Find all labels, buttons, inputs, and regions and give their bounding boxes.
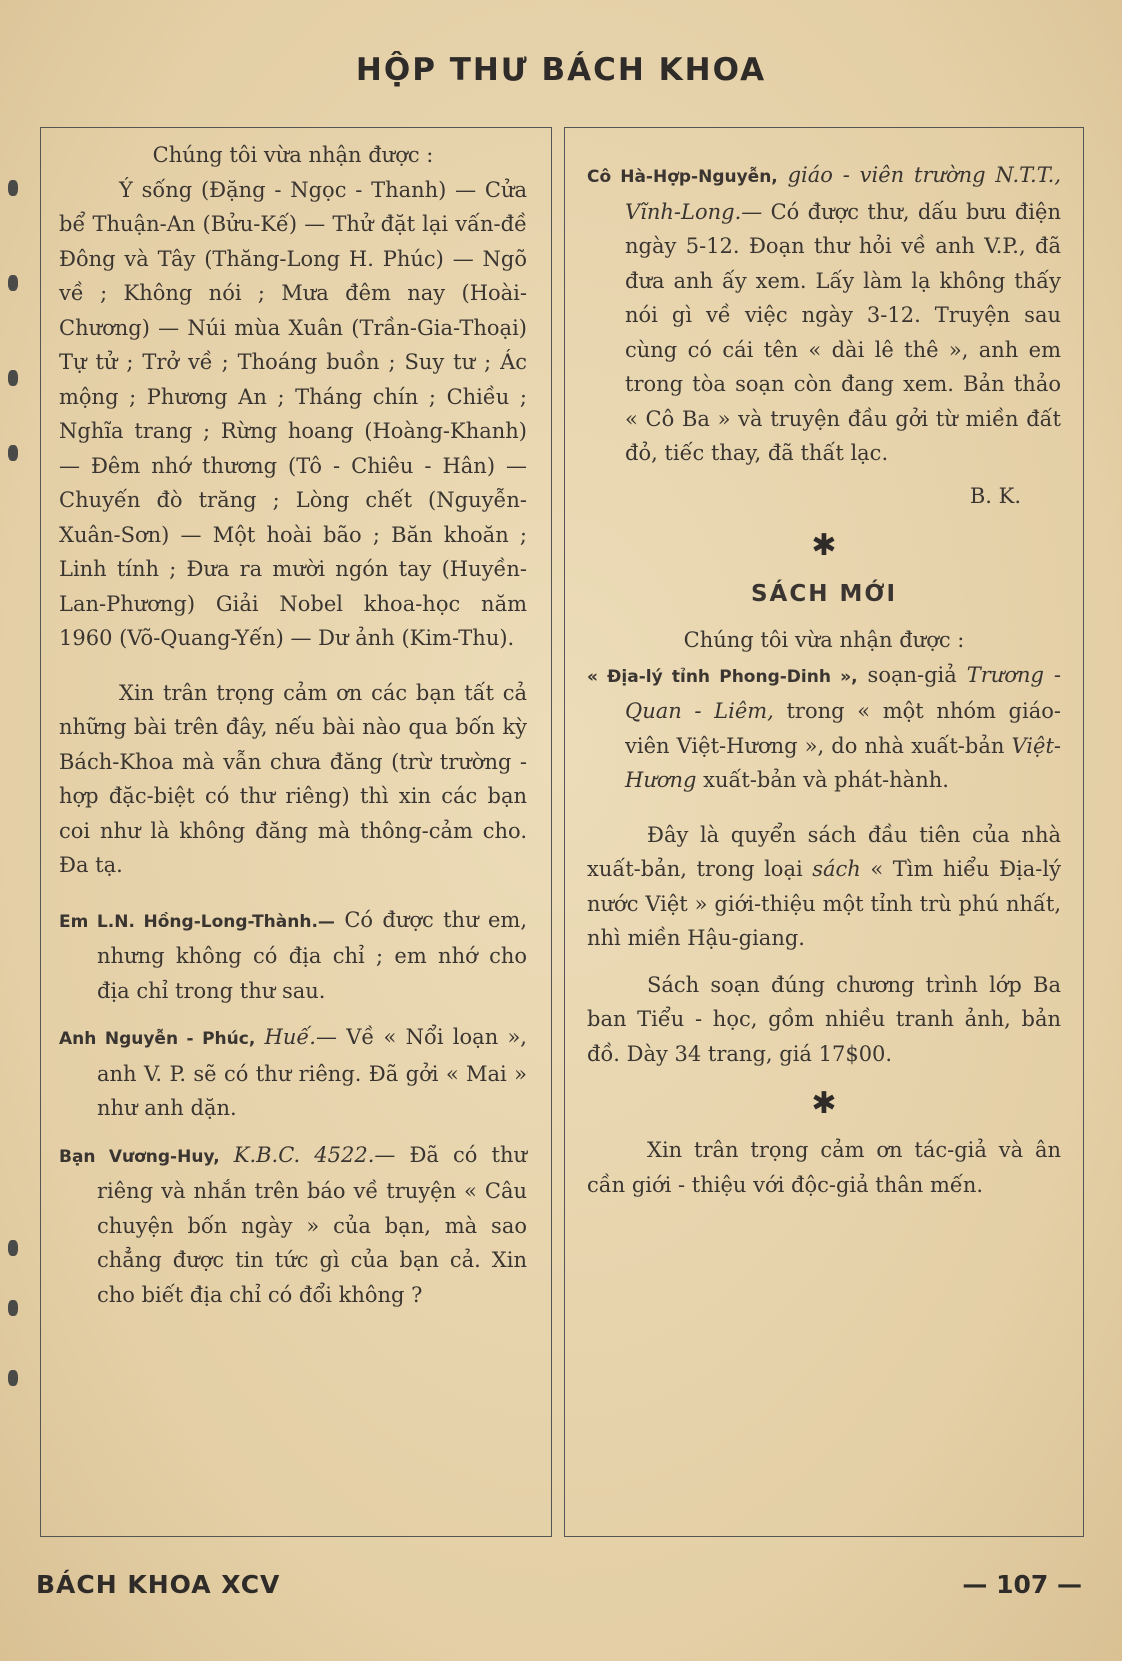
page-number: — 107 — (962, 1570, 1082, 1599)
new-books-intro: Chúng tôi vừa nhận được : (683, 628, 965, 652)
star-divider-icon: ✱ (811, 528, 837, 563)
reply-text: Về « Nổi loạn », anh V. P. sẽ có thư riêng. Đã gởi « Mai » như anh dặn. (97, 1025, 527, 1120)
received-intro: Chúng tôi vừa nhận được : (152, 143, 434, 167)
book-author: Trương - Quan - Liêm, (625, 662, 1061, 723)
section-title-new-books: SÁCH MỚI (750, 581, 898, 607)
book-text: soạn-giả (867, 662, 957, 687)
thanks-paragraph: Xin trân trọng cảm ơn các bạn tất cả những bài trên đây, nếu bài nào qua bốn kỳ Bách-Khoa mà vẫn chưa đăng (trừ trường - hợp đặc-biệt có thư riêng) thì xin các bạn coi như là không đăng mà thông-cảm cho. Đa tạ. (59, 680, 527, 877)
book-entry (587, 658, 1061, 798)
star-divider-icon: ✱ (811, 1086, 837, 1121)
book-text: xuất-bản và phát-hành. (703, 768, 949, 792)
reply-text: Đã có thư riêng và nhắn trên báo về truyện « Câu chuyện bốn ngày » của bạn, mà sao chẳng được tin tức gì của bạn cả. Xin cho biết địa chỉ có đổi không ? (97, 1142, 527, 1307)
book-text: sách (812, 857, 861, 881)
received-list: Ý sống (Đặng - Ngọc - Thanh) — Cửa bể Thuận-An (Bửu-Kế) — Thử đặt lại vấn-đề Đông và Tây (Thăng-Long H. Phúc) — Ngõ về ; Không nói ; Mưa đêm nay (Hoài-Chương) — Núi mùa Xuân (Trần-Gia-Thoại) Tự tử ; Trở về ; Thoáng buồn ; Suy tư ; Ác mộng ; Phương An ; Tháng chín ; Chiều ; Nghĩa trang ; Rừng hoang (Hoàng-Khanh) — Đêm nhớ thương (Tô - Chiêu - Hân) — Chuyến đò trăng ; Lòng chết (Nguyễn-Xuân-Sơn) — Một hoài bão ; Băn khoăn ; Linh tính ; Đưa ra mười ngón tay (Huyền-Lan-Phương) Giải Nobel khoa-học năm 1960 (Võ-Quang-Yến) — Dư ảnh (Kim-Thu). (59, 177, 527, 650)
reply-recipient: Bạn Vương-Huy, (59, 1146, 220, 1167)
book-description (587, 818, 1061, 956)
book-title: « Địa-lý tỉnh Phong-Dinh », (587, 666, 858, 687)
magazine-issue: BÁCH KHOA XCV (36, 1570, 281, 1599)
closing-thanks: Xin trân trọng cảm ơn tác-giả và ân cần giới - thiệu với độc-giả thân mến. (587, 1138, 1061, 1197)
reply-ha-hop-nguyen (587, 158, 1061, 471)
signature: B. K. (969, 483, 1021, 508)
book-details: Sách soạn đúng chương trình lớp Ba ban Tiểu - học, gồm nhiều tranh ảnh, bản đồ. Dày 34 trang, giá 17$00. (587, 972, 1061, 1066)
left-column (40, 127, 552, 1537)
page-title: HỘP THƯ BÁCH KHOA (355, 52, 767, 88)
reply-place: Huế.— (264, 1025, 337, 1049)
reply-text: Có được thư em, nhưng không có địa chỉ ; em nhớ cho địa chỉ trong thư sau. (97, 907, 527, 1003)
book-text: Đây là quyển sách đầu tiên của nhà xuất-bản, trong loại (587, 822, 1061, 881)
right-column (564, 127, 1084, 1537)
reply-nguyen-phuc (59, 1020, 527, 1126)
reply-hong-long-thanh (59, 903, 527, 1009)
reply-text: Có được thư, dấu bưu điện ngày 5-12. Đoạn thư hỏi về anh V.P., đã đưa anh ấy xem. Lấy làm lạ không thấy nói gì về việc ngày 3-12. Truyện sau cùng có cái tên « dài lê thê », anh em trong tòa soạn còn đang xem. Bản thảo « Cô Ba » và truyện đầu gởi từ miền đất đỏ, tiếc thay, đã thất lạc. (625, 199, 1061, 465)
reply-recipient: Anh Nguyễn - Phúc, (59, 1029, 256, 1049)
book-text: « Tìm hiểu Địa-lý nước Việt » giới-thiệu một tỉnh trù phú nhất, nhì miền Hậu-giang. (587, 857, 1061, 950)
reply-place: K.B.C. 4522.— (233, 1142, 396, 1167)
reply-recipient: Em L.N. Hồng-Long-Thành.— (59, 911, 335, 932)
book-text: trong « một nhóm giáo-viên Việt-Hương », do nhà xuất-bản (625, 699, 1061, 758)
book-publisher: Việt-Hương (625, 733, 1061, 792)
binding-holes (4, 180, 26, 1430)
reply-vuong-huy (59, 1138, 527, 1313)
reply-place: giáo - viên trường N.T.T., Vĩnh-Long.— (625, 163, 1062, 224)
reply-recipient: Cô Hà-Hợp-Nguyễn, (587, 167, 778, 187)
